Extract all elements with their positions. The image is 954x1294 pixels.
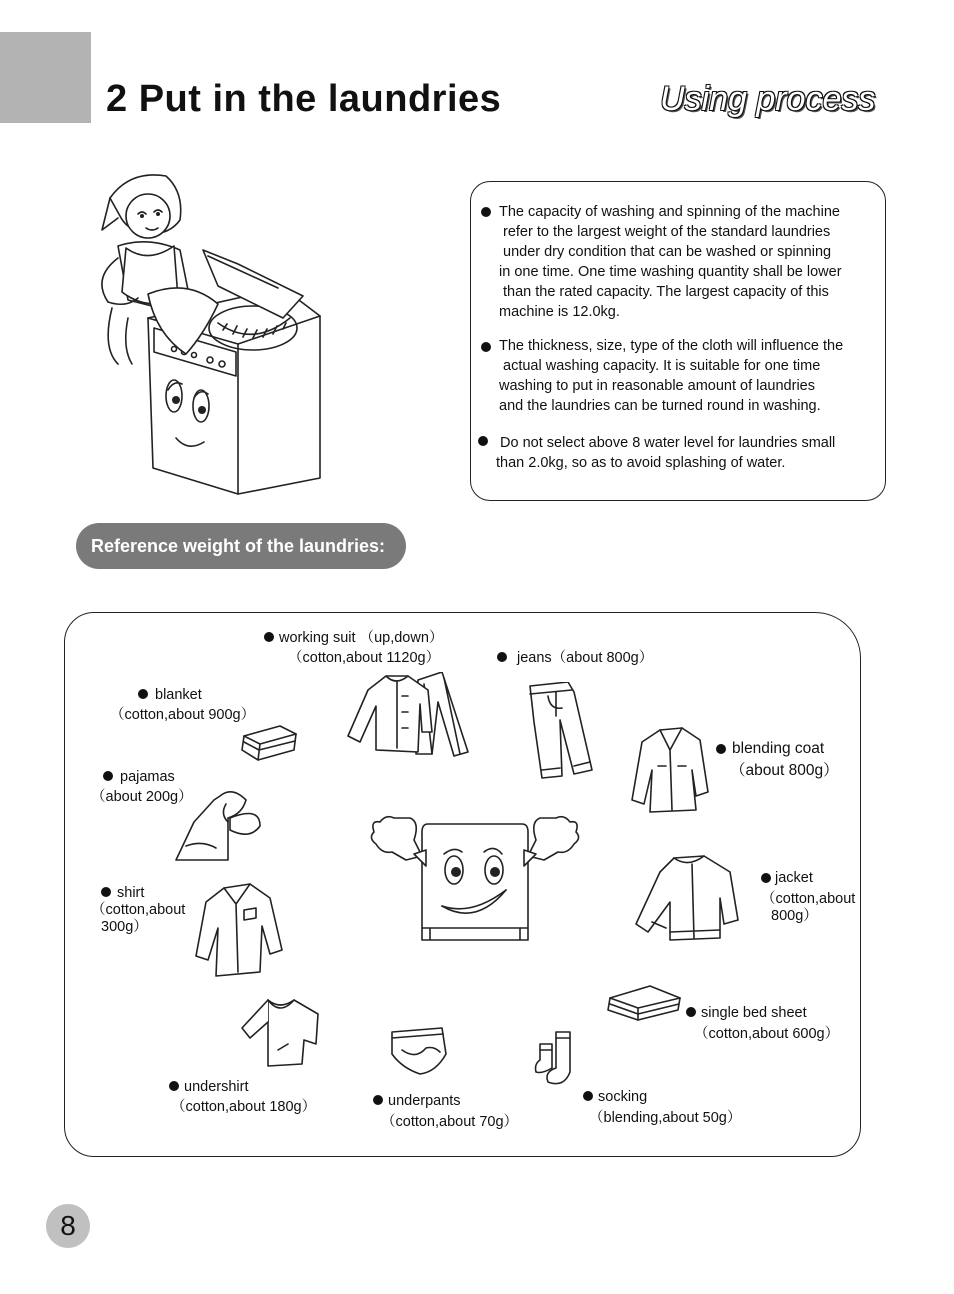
bullet-icon bbox=[583, 1091, 593, 1101]
note-line: refer to the largest weight of the standard laundries bbox=[503, 224, 831, 240]
woman-loading-washer-illustration bbox=[88, 168, 328, 498]
note-line: and the laundries can be turned round in washing. bbox=[499, 398, 821, 414]
pajamas-illustration bbox=[172, 790, 264, 864]
label-blanket: blanket （cotton,about 900g） bbox=[110, 687, 256, 723]
bullet-icon bbox=[103, 771, 113, 781]
note-line: than 2.0kg, so as to avoid splashing of water. bbox=[496, 455, 786, 471]
bullet-icon bbox=[169, 1081, 179, 1091]
blanket-illustration bbox=[238, 722, 300, 762]
bullet-icon bbox=[481, 342, 491, 352]
note-water-level bbox=[478, 433, 836, 473]
label-pajamas: pajamas （about 200g） bbox=[91, 769, 193, 805]
single-bed-sheet-illustration bbox=[606, 984, 684, 1022]
section-subtitle: Using process bbox=[660, 80, 876, 118]
jacket-illustration bbox=[630, 852, 740, 942]
note-line: The thickness, size, type of the cloth will influence the bbox=[499, 338, 844, 354]
label-single-bed-sheet: single bed sheet （cotton,about 600g） bbox=[686, 1003, 839, 1044]
working-suit-illustration bbox=[346, 672, 474, 762]
bullet-icon bbox=[497, 652, 507, 662]
note-capacity bbox=[481, 202, 842, 322]
note-line: actual washing capacity. It is suitable for one time bbox=[503, 358, 821, 374]
page-title: 2 Put in the laundries bbox=[106, 78, 502, 120]
blending-coat-illustration bbox=[630, 726, 712, 816]
underpants-illustration bbox=[388, 1024, 450, 1076]
label-jeans: jeans（about 800g） bbox=[497, 648, 653, 668]
note-line: Do not select above 8 water level for laundries small bbox=[500, 435, 836, 451]
undershirt-illustration bbox=[238, 994, 324, 1070]
jeans-illustration bbox=[526, 682, 598, 780]
washer-mascot-illustration bbox=[370, 810, 580, 950]
label-socking: socking （blending,about 50g） bbox=[583, 1087, 741, 1128]
label-jacket: jacket （cotton,about 800g） bbox=[761, 870, 856, 924]
bullet-icon bbox=[478, 436, 488, 446]
reference-weight-heading: Reference weight of the laundries: bbox=[76, 523, 406, 569]
label-undershirt: undershirt （cotton,about 180g） bbox=[171, 1079, 317, 1115]
bullet-icon bbox=[101, 887, 111, 897]
note-thickness bbox=[481, 336, 844, 416]
corner-tab-block bbox=[0, 32, 91, 123]
bullet-icon bbox=[373, 1095, 383, 1105]
note-line: than the rated capacity. The largest capacity of this bbox=[503, 284, 829, 300]
label-shirt: shirt （cotton,about 300g） bbox=[91, 885, 186, 935]
note-line: The capacity of washing and spinning of the machine bbox=[499, 204, 840, 220]
bullet-icon bbox=[138, 689, 148, 699]
note-line: washing to put in reasonable amount of laundries bbox=[499, 378, 815, 394]
note-line: machine is 12.0kg. bbox=[499, 304, 620, 320]
page-number: 8 bbox=[46, 1204, 90, 1248]
shirt-illustration bbox=[194, 880, 284, 978]
bullet-icon bbox=[264, 632, 274, 642]
bullet-icon bbox=[481, 207, 491, 217]
bullet-icon bbox=[716, 744, 726, 754]
note-line: under dry condition that can be washed or spinning bbox=[503, 244, 832, 260]
bullet-icon bbox=[761, 873, 771, 883]
bullet-icon bbox=[686, 1007, 696, 1017]
label-underpants: underpants （cotton,about 70g） bbox=[373, 1091, 518, 1132]
note-line: in one time. One time washing quantity shall be lower bbox=[499, 264, 842, 280]
label-working-suit: working suit （up,down） （cotton,about 1120g） bbox=[264, 628, 443, 668]
label-blending-coat: blending coat （about 800g） bbox=[716, 739, 839, 781]
socking-illustration bbox=[534, 1028, 582, 1090]
